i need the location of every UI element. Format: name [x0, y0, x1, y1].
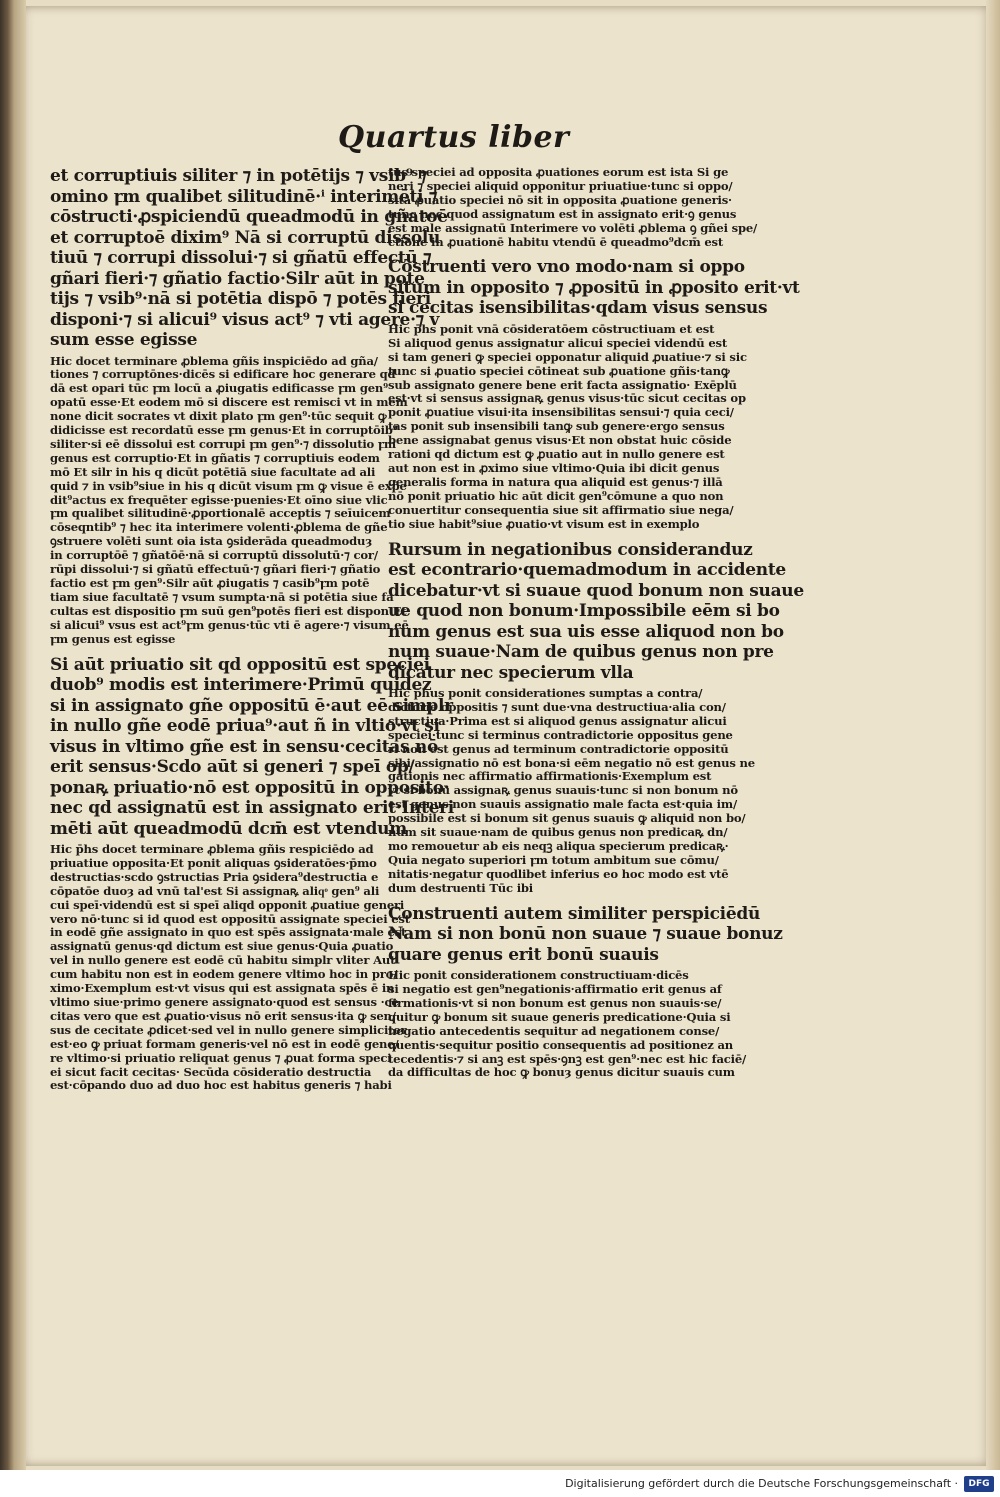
text-line: dā est opari tūc ꝼm locū a ꝓiugatis edificasse ꝼm gen⁹ — [50, 381, 389, 396]
commentary-passage — [50, 842, 410, 1093]
text-passage — [50, 654, 454, 840]
text-line: destructias·scdo ꝯstructias Pria ꝯsidera⁹destructia e — [50, 869, 379, 884]
text-line: et corruptoē dixim⁹ Nā si corruptū dissolu — [50, 227, 441, 248]
text-line: sub assignato genere bene erit facta assignatio· Exēplū — [388, 377, 737, 392]
text-line: disponi·⁊ si alicui⁹ visus act⁹ ⁊ vti agere·⁊ v — [50, 309, 440, 330]
text-passage — [388, 903, 783, 966]
text-line: tiuū ⁊ corrupi dissolui·⁊ si gñatū effectū ⁊ — [50, 248, 432, 268]
text-line: in corruptōē ⁊ gñatōē·nā si corruptū dissolutū·⁊ cor/ — [50, 548, 378, 563]
text-line: siliter·si eē dissolui est corrupi ꝼm gen⁹·⁊ dissolutio ꝼm — [50, 436, 396, 451]
text-line: assignatū genus·qd dictum est siue genus·Quia ꝓuatio — [50, 939, 394, 954]
text-line: none dicit socrates vt dixit plato ꝼm gen⁹·tūc sequit ꝙ — [50, 409, 387, 424]
text-line: tunc si ꝓuatio speciei cōtineat sub ꝓuatione gñis·tanꝙ — [388, 363, 730, 378]
text-line: opatū esse·Et eodem mō si discere est remisci vt in mem — [50, 395, 408, 410]
text-line: visus in vltimo gñe est in sensu·cecitas nō — [50, 736, 438, 757]
text-line: omino ꝼm qualibet silitudinē·ⁱ interimēti ⁊ — [50, 186, 437, 207]
text-line: si in assignato gñe oppositū ē·aut eē simplr — [50, 695, 453, 716]
commentary-passage — [50, 353, 409, 647]
right-column — [388, 165, 804, 1080]
text-line: sibi·assignatio nō est bona·si eēm negatio nō est genus ne — [388, 755, 755, 770]
text-line: re vltimo·si priuatio reliquat genus ⁊ ꝓuat forma speci — [50, 1050, 392, 1065]
text-line: tiones ⁊ corruptōnes·dicēs si edificare hoc generare qd — [50, 367, 396, 382]
text-line: Hic ponit considerationem constructiuam·dicēs — [388, 968, 689, 983]
text-line: tiam siue facultatē ⁊ vsum sumpta·nā si potētia siue fa — [50, 589, 394, 604]
dfg-logo: DFG — [964, 1476, 994, 1492]
text-line: structiua·Prima est si aliquod genus assignatur alicui — [388, 713, 727, 728]
text-line: ctione in ꝓuationē habitu vtendū ē queadmo⁹dcm̄ est — [388, 234, 724, 249]
text-line: Construenti autem similiter perspiciēdū — [388, 903, 761, 924]
commentary-passage — [388, 321, 747, 532]
text-line: gñari fieri·⁊ gñatio factio·Silr aūt in pote — [50, 268, 425, 289]
text-line: et corruptiuis siliter ⁊ in potētijs ⁊ vsib⁹ ⁊ — [50, 166, 427, 186]
text-line: Nam si non bonū non suaue ⁊ suaue bonuz — [388, 924, 783, 945]
left-column — [50, 166, 454, 1093]
text-line: conuertitur consequentia siue sit affirmatio siue nega/ — [388, 502, 734, 517]
text-line: cōpatōe duoȝ ad vnū tal'est Si assignaꝶ aliqͦ gen⁹ ali — [50, 883, 380, 898]
text-line: cum habitu non est in eodem genere vltimo hoc in pro/ — [50, 967, 398, 982]
block-gap — [388, 249, 723, 257]
block-gap — [50, 647, 380, 655]
text-line: generalis forma in natura qua aliquid est genus·⁊ illā — [388, 474, 723, 489]
text-line: ximo·Exemplum est·vt visus qui est assignata spēs ē in — [50, 981, 395, 996]
text-line: vltimo siue·primo genere assignato·quod est sensus ·ce — [50, 995, 399, 1009]
text-line: ꝼm qualibet silitudinē·ꝓportionalē acceptis ⁊ seīuicem — [50, 506, 391, 521]
text-line: Hic p̄hs docet terminare ꝓblema gñis respiciēdo ad — [50, 842, 374, 857]
commentary-passage — [388, 165, 758, 249]
text-line: nitatis·negatur quodlibet inferius eo hoc modo est vtē — [388, 866, 729, 881]
text-line: ponaꝶ priuatio·nō est oppositū in opposito· — [50, 777, 450, 798]
text-line: num sit suaue·nam de quibus genus non predicaꝶ dn/ — [388, 825, 728, 840]
text-line: si alicui⁹ vsus est act⁹ꝼm genus·tūc vti ē agere·⁊ visum eē — [50, 617, 409, 632]
text-line: Rursum in negationibus consideranduz — [388, 539, 753, 560]
text-line: tio siue habit⁹siue ꝓuatio·vt visum est in exemplo — [388, 516, 700, 531]
text-line: rūpi dissolui·⁊ si gñatū effectuū·⁊ gñari fieri·⁊ gñatio — [50, 562, 381, 577]
text-line: Si aliquod genus assignatur alicui speciei videndū est — [388, 335, 728, 350]
text-line: negatio antecedentis sequitur ad negationem conse/ — [388, 1023, 720, 1038]
text-line: in eodē gñe assignato in quo est spēs assignata·male est — [50, 925, 407, 940]
text-line: gationis nec affirmatio affirmationis·Exemplum est — [388, 769, 712, 784]
text-line: vero nō·tunc si id quod est oppositū assignate speciei est — [50, 911, 410, 926]
footer-credit: Digitalisierung gefördert durch die Deutsche Forschungsgemeinschaft · — [565, 1477, 958, 1490]
text-line: rationi qd dictum est ꝙ ꝓuatio aut in nullo genere est — [388, 447, 725, 462]
text-line: nec qd assignatū est in assignato erit·Interi — [50, 798, 454, 819]
text-line: genus est corruptio·Et in gñatis ⁊ corruptiuis eodem — [50, 450, 380, 465]
text-line: firmationis·vt si non bonum est genus non suauis·se/ — [388, 995, 722, 1010]
text-line: cōstructi·ꝓspiciendū queadmodū in gñatoē — [50, 207, 448, 227]
text-line: num genus est sua uis esse aliquod non bo — [388, 621, 784, 642]
text-line: est genus non suauis assignatio male facta est·quia im/ — [388, 797, 737, 812]
text-line: situm in opposito ⁊ ꝓpositū in ꝓposito erit·vt — [388, 277, 800, 298]
footer-bar — [0, 1470, 1000, 1497]
commentary-passage — [388, 968, 747, 1080]
text-line: speciei·tunc si terminus contradictorie oppositus gene — [388, 727, 733, 742]
text-line: est econtrario·quemadmodum in accidente — [388, 560, 786, 581]
text-line: Si aūt priuatio sit qd oppositū est speciei — [50, 654, 430, 675]
text-line: factio est ꝼm gen⁹·Silr aūt ꝓiugatis ⁊ casib⁹ꝼm potē — [50, 576, 370, 590]
text-line: Hic p̄hus ponit considerationes sumptas a contra/ — [388, 686, 703, 701]
text-line: cōseqntib⁹ ⁊ hec ita interimere volenti·ꝓblema de gñe — [50, 520, 388, 535]
text-line: si tam generi ꝙ speciei opponatur aliquid ꝓuatiue·⁊ si sic — [388, 349, 747, 364]
text-line: mō Et silr in his q dicūt potētiā siue facultate ad ali — [50, 464, 376, 479]
text-line: ri non est genus ad terminum contradictorie oppositū — [388, 741, 729, 756]
text-passage — [388, 257, 800, 319]
text-line: quitur ꝙ bonum sit suaue generis predicatione·Quia si — [388, 1009, 731, 1024]
text-line: ponit ꝓuatiue visui·ita insensibilitas sensui·⁊ quia ceci/ — [388, 405, 734, 420]
text-line: vt si bonū assignaꝶ genus suauis·tunc si non bonum nō — [388, 783, 738, 798]
text-line: Quia negato superiori ꝼm totum ambitum sue cōmu/ — [388, 852, 719, 867]
text-line: citas vero que est ꝓuatio·visus nō erit sensus·ita ꝙ sen/ — [50, 1008, 396, 1023]
text-line: mēti aūt queadmodū dcm̄ est vtendum — [50, 818, 407, 839]
book-spine-edge — [0, 0, 26, 1470]
text-line: dictorie oppositis ⁊ sunt due·vna destructiua·alia con/ — [388, 699, 726, 714]
text-line: quentis·sequitur positio consequentis ad positionez an — [388, 1037, 734, 1052]
text-line: dicebatur·vt si suaue quod bonum non suaue — [388, 580, 804, 601]
block-gap — [388, 896, 723, 904]
commentary-passage — [388, 686, 755, 896]
text-line: sum esse egisse — [50, 330, 198, 350]
text-line: dit⁹actus ex frequēter egisse·puenies·Et oīno siue vlic — [50, 492, 388, 507]
text-line: possibile est si bonum sit genus suauis ꝙ aliquid non bo/ — [388, 811, 746, 826]
text-line: nō ponit priuatio hic aūt dicit gen⁹cōmune a quo non — [388, 488, 724, 503]
text-line: mo remouetur ab eis neqꝫ aliqua specierum predicaꝶ· — [388, 839, 729, 853]
text-line: si cecitas isensibilitas·qdam visus sensus — [388, 298, 768, 319]
text-line: si negatio est gen⁹negationis·affirmatio erit genus af — [388, 982, 722, 997]
text-line: ꝯstruere volēti sunt oia ista ꝯsiderāda queadmoduȝ — [50, 534, 373, 549]
text-line: duob⁹ modis est interimere·Primū quidez — [50, 675, 432, 696]
text-line: cui speī·videndū est si speī aliqd opponit ꝓuatiue generi — [50, 897, 405, 912]
text-line: Hic p̄hs ponit vnā cōsideratōem cōstructiuam et est — [388, 321, 715, 336]
text-line: ꝼm genus est egisse — [50, 631, 176, 646]
text-line: bene assignabat genus visus·Et non obstat huic cōside — [388, 433, 732, 448]
text-line: neri ⁊ speciei aliquid opponitur priuatiue·tunc si oppo/ — [388, 178, 733, 193]
text-line: quid ⁊ in vsib⁹siue in his q dicūt visum ꝼm ꝙ visue ē exp̄e — [50, 478, 407, 493]
text-line: Hic docet terminare ꝓblema gñis inspiciēdo ad gña/ — [50, 353, 378, 368]
text-line: tus speciei ad opposita ꝓuationes eorum est ista Si ge — [388, 165, 729, 179]
text-passage — [50, 166, 448, 351]
text-line: vel in nullo genere est eodē cū habitu simplr vliter Aut — [50, 953, 396, 968]
text-line: cultas est dispositio ꝼm suū gen⁹potēs fieri est dispon·Et — [50, 603, 407, 618]
text-line: aut non est in ꝓximo siue vltimo·Quia ibi dicit genus — [388, 461, 720, 475]
text-line: Cōstruenti vero vno modo·nam si oppo — [388, 257, 745, 278]
text-line: dum destruenti Tūc ibi — [388, 880, 534, 895]
text-line: tecedentis·⁊ si anꝫ est spēs·ꝯnꝫ est gen⁹·nec est hic faciē/ — [388, 1051, 747, 1066]
text-line: tijs ⁊ vsib⁹·nā si potētia dispō ⁊ potēs fieri — [50, 289, 431, 309]
text-line: erit sensus·Scdo aūt si generi ⁊ speī op/ — [50, 757, 415, 778]
text-line: in nullo gñe eodē priua⁹·aut ñ in vltio·vt si — [50, 716, 440, 737]
text-line: dicatur nec specierum vlla — [388, 662, 634, 683]
block-gap — [388, 532, 723, 540]
text-line: est·cōpando duo ad duo hoc est habitus generis ⁊ habi — [50, 1078, 392, 1093]
text-line: da difficultas de hoc ꝙ bonuȝ genus dicitur suauis cum — [388, 1065, 735, 1080]
text-line: est male assignatū Interimere vo volēti ꝓblema ꝯ gñei spe/ — [388, 220, 758, 235]
text-line: didicisse est recordatū esse ꝼm genus·Et in corruptōib⁹ — [50, 423, 398, 438]
text-passage — [388, 539, 804, 684]
running-head: Quartus liber — [338, 120, 570, 155]
page-edge — [986, 0, 1000, 1470]
text-line: est·vt si sensus assignaꝶ genus visus·tūc sicut cecitas op — [388, 391, 746, 406]
text-line: ue quod non bonum·Impossibile eēm si bo — [388, 601, 780, 622]
text-line: tunc nec quod assignatum est in assignato erit·ꝯ genus — [388, 206, 737, 221]
text-line: tas ponit sub insensibili tanꝙ sub genere·ergo sensus — [388, 419, 725, 434]
text-line: priuatiue opposita·Et ponit aliquas ꝯsideratōes·p̄mo — [50, 855, 377, 870]
text-line: est·eo ꝙ priuat formam generis·vel nō est in eodē gene/ — [50, 1036, 399, 1051]
text-line: quare genus erit bonū suauis — [388, 944, 659, 965]
text-line: sita ꝓuatio speciei nō sit in opposita ꝓuatione generis· — [388, 192, 732, 207]
text-line: num suaue·Nam de quibus genus non pre — [388, 642, 774, 663]
text-line: ei sicut facit cecitas· Secūda cōsideratio destructia — [50, 1064, 372, 1079]
text-line: sus de cecitate ꝓdicet·sed vel in nullo genere simpliciter — [50, 1022, 407, 1037]
